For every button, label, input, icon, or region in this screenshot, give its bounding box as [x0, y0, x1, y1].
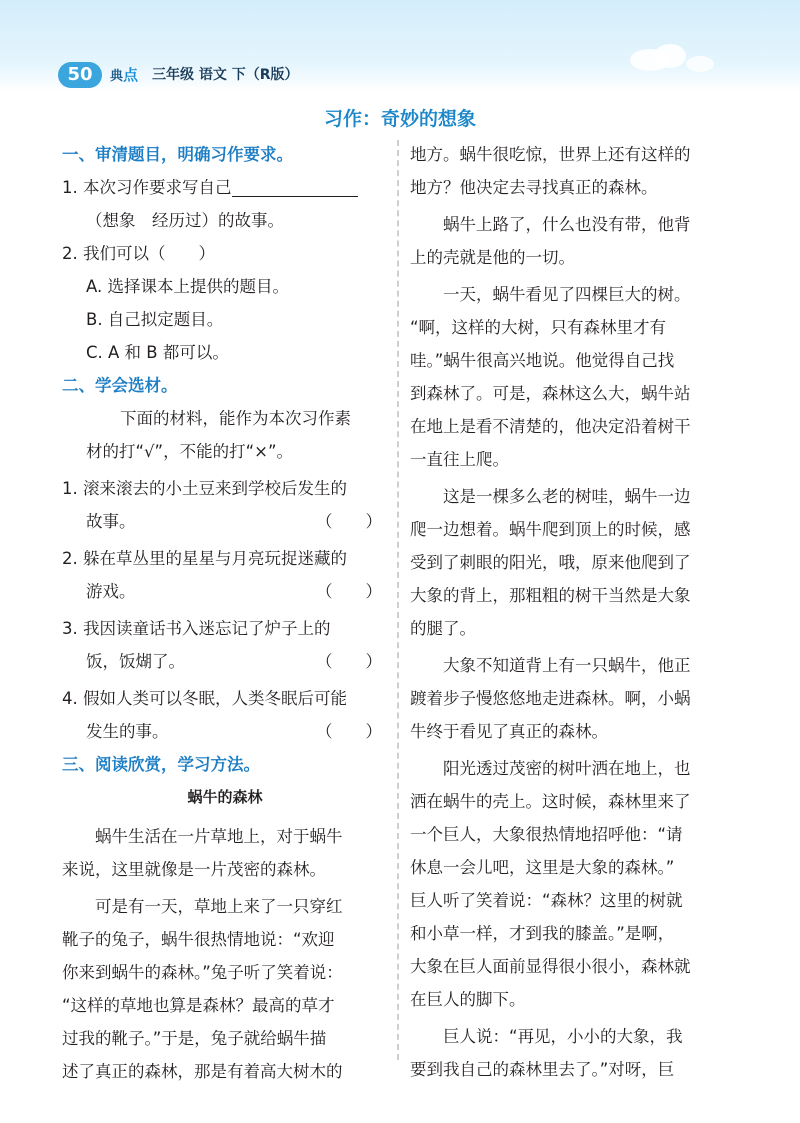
answer-paren-1[interactable]: （ ）: [316, 512, 382, 531]
story-line: 这是一棵多么老的树哇，蜗牛一边: [443, 487, 691, 506]
story-line: 哇。”蜗牛很高兴地说。他觉得自己找: [410, 351, 675, 370]
story-line: 大象在巨人面前显得很小很小，森林就: [410, 957, 691, 976]
instruction-line-2: 材的打“√”，不能的打“×”。: [86, 442, 294, 461]
story-title: 蜗牛的森林: [187, 788, 263, 806]
story-line: 述了真正的森林，那是有着高大树木的: [62, 1062, 343, 1081]
material-2: 2. 躲在草丛里的星星与月亮玩捉迷藏的: [62, 549, 347, 568]
grade-subject: 三年级 语文 下（R版）: [152, 67, 299, 83]
answer-blank[interactable]: [232, 176, 358, 197]
material-4-end: 发生的事。: [86, 722, 169, 741]
story-line: 可是有一天，草地上来了一只穿红: [95, 897, 343, 916]
story-line: 靴子的兔子，蜗牛很热情地说：“欢迎: [62, 930, 335, 949]
option-c: C. A 和 B 都可以。: [86, 343, 229, 362]
material-2-end: 游戏。: [86, 582, 136, 601]
page-number: 50: [58, 62, 102, 88]
story-line: 要到我自己的森林里去了。”对呀，巨: [410, 1060, 675, 1079]
instruction-line-1: 下面的材料，能作为本次习作素: [120, 409, 351, 428]
story-line: 到森林了。可是，森林这么大，蜗牛站: [410, 384, 691, 403]
column-divider: [397, 140, 399, 1060]
story-line: 大象不知道背上有一只蜗牛，他正: [443, 656, 691, 675]
story-line: 巨人听了笑着说：“森林？这里的树就: [410, 891, 683, 910]
material-4: 4. 假如人类可以冬眠，人类冬眠后可能: [62, 689, 347, 708]
material-1-end: 故事。: [86, 512, 136, 531]
story-line: 受到了刺眼的阳光，哦，原来他爬到了: [410, 553, 691, 572]
story-line: 巨人说：“再见，小小的大象，我: [443, 1027, 683, 1046]
answer-paren-3[interactable]: （ ）: [316, 652, 382, 671]
story-line: 休息一会儿吧，这里是大象的森林。”: [410, 858, 675, 877]
story-line: 一个巨人，大象很热情地招呼他：“请: [410, 825, 683, 844]
story-line: 在巨人的脚下。: [410, 990, 526, 1009]
material-1-cont: [62, 505, 388, 538]
story-line: 和小草一样，才到我的膝盖。”是啊，: [410, 924, 675, 943]
story-line: 一直往上爬。: [410, 450, 509, 469]
material-1: 1. 滚来滚去的小土豆来到学校后发生的: [62, 479, 347, 498]
answer-paren-4[interactable]: （ ）: [316, 722, 382, 741]
story-line: 地方？他决定去寻找真正的森林。: [410, 178, 658, 197]
question-1-options: （想象 经历过）的故事。: [86, 211, 284, 230]
story-line: 地方。蜗牛很吃惊，世界上还有这样的: [410, 145, 691, 164]
section-heading-1: 一、审清题目，明确习作要求。: [62, 145, 293, 164]
story-line: 洒在蜗牛的壳上。这时候，森林里来了: [410, 792, 691, 811]
question-2: 2. 我们可以（ ）: [62, 244, 215, 263]
left-column: [62, 138, 388, 1088]
material-2-cont: [62, 575, 388, 608]
page-title: 习作：奇妙的想象: [323, 108, 476, 130]
question-1: [62, 171, 388, 204]
story-line: “啊，这样的大树，只有森林里才有: [410, 318, 667, 337]
story-line: 上的壳就是他的一切。: [410, 248, 575, 267]
story-line: “这样的草地也算是森林？最高的草才: [62, 996, 335, 1015]
story-line: 牛终于看见了真正的森林。: [410, 722, 608, 741]
story-line: 过我的靴子。”于是，兔子就给蜗牛描: [62, 1029, 327, 1048]
brand-logo: [110, 64, 138, 85]
story-line: 一天，蜗牛看见了四棵巨大的树。: [443, 285, 691, 304]
story-line: 爬一边想着。蜗牛爬到顶上的时候，感: [410, 520, 691, 539]
brand-accent: 点: [123, 66, 139, 84]
story-line: 踱着步子慢悠悠地走进森林。啊，小蜗: [410, 689, 691, 708]
material-3: 3. 我因读童话书入迷忘记了炉子上的: [62, 619, 331, 638]
story-line: 来说，这里就像是一片茂密的森林。: [62, 860, 326, 879]
story-line: 你来到蜗牛的森林。”兔子听了笑着说：: [62, 963, 343, 982]
option-a: A. 选择课本上提供的题目。: [86, 277, 289, 296]
question-1-text: 1. 本次习作要求写自己: [62, 178, 232, 197]
story-line: 蜗牛上路了，什么也没有带，他背: [443, 215, 691, 234]
section-heading-2: 二、学会选材。: [62, 376, 178, 395]
brand-text: 典: [110, 69, 124, 84]
story-line: 阳光透过茂密的树叶洒在地上，也: [443, 759, 691, 778]
option-b: B. 自己拟定题目。: [86, 310, 224, 329]
right-column: [410, 138, 730, 1086]
cloud-icon: [620, 38, 730, 78]
material-3-end: 饭，饭煳了。: [86, 652, 185, 671]
story-line: 在地上是看不清楚的，他决定沿着树干: [410, 417, 691, 436]
story-line: 的腿了。: [410, 619, 476, 638]
material-4-cont: [62, 715, 388, 748]
answer-paren-2[interactable]: （ ）: [316, 582, 382, 601]
story-line: 蜗牛生活在一片草地上，对于蜗牛: [95, 827, 343, 846]
section-heading-3: 三、阅读欣赏，学习方法。: [62, 755, 260, 774]
material-3-cont: [62, 645, 388, 678]
story-line: 大象的背上，那粗粗的树干当然是大象: [410, 586, 691, 605]
